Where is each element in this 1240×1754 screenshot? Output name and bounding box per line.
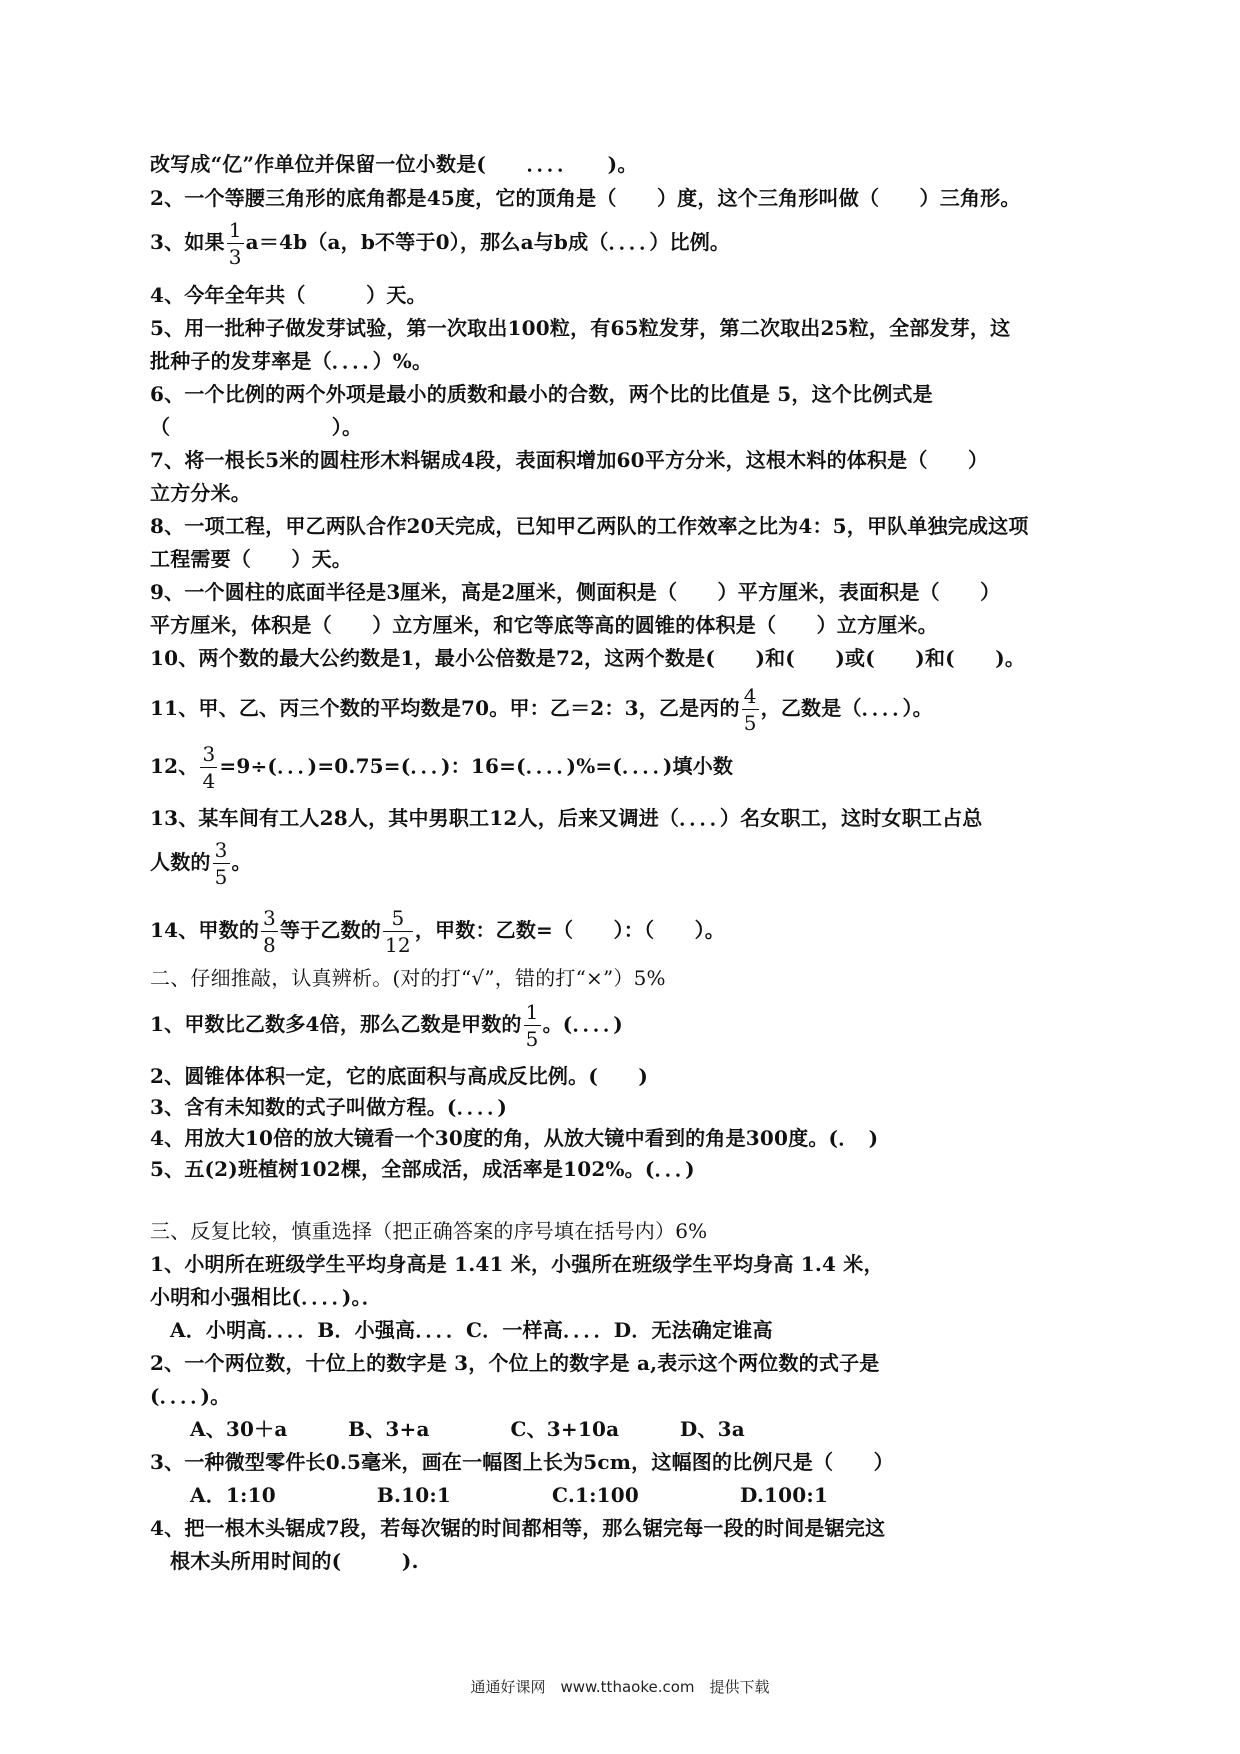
q12-denominator: 4: [202, 769, 216, 793]
q14-middle: 等于乙数的: [279, 918, 381, 942]
j1-numerator: 1: [525, 1000, 539, 1024]
question-11: [150, 686, 933, 733]
q12-prefix: 12、: [150, 754, 199, 778]
q14-denominator-1: 8: [263, 933, 276, 957]
judge-3: 3、含有未知数的式子叫做方程。(．．．．): [150, 1095, 508, 1119]
question-13-line-1: 13、某车间有工人28人，其中男职工12人，后来又调进（．．．．）名女职工，这时女职工占总: [150, 806, 983, 830]
section-3-heading: 三、反复比较，慎重选择（把正确答案的序号填在括号内）6%: [150, 1219, 708, 1243]
q1-continued: 改写成“亿”作单位并保留一位小数是( ．．．． )。: [150, 152, 638, 176]
q3-denominator: 3: [228, 245, 242, 269]
judge-1: [150, 1002, 623, 1049]
q3-suffix: a＝4b（a，b不等于0），那么a与b成（．．．．）比例。: [245, 230, 731, 254]
q12-numerator: 3: [202, 742, 216, 766]
choice-4-line-1: 4、把一根木头锯成7段，若每次锯的时间都相等，那么锯完每一段的时间是锯完这: [150, 1516, 886, 1540]
j1-suffix: 。(．．．．): [542, 1012, 623, 1036]
section-2-heading: 二、仔细推敲，认真辨析。(对的打“√”，错的打“×”）5%: [150, 966, 666, 990]
q11-numerator: 4: [743, 684, 757, 708]
q3-numerator: 1: [228, 218, 242, 242]
q13-fraction: [213, 840, 230, 887]
q14-numerator-2: 5: [383, 908, 413, 932]
choice-1-options: A．小明高．．．．B．小强高．．．．C．一样高．．．．D．无法确定谁高: [170, 1318, 773, 1342]
question-8-line-1: 8、一项工程，甲乙两队合作20天完成，已知甲乙两队的工作效率之比为4：5，甲队单独完成这项: [150, 514, 1029, 538]
choice-1-line-2: 小明和小强相比(．．．．)。．: [150, 1285, 382, 1309]
choice-2-options: A、30＋a B、3+a C、3+10a D、3a: [190, 1417, 745, 1441]
q12-fraction: [200, 744, 217, 791]
q14-suffix: ，甲数：乙数=（ ）：（ ）。: [414, 918, 726, 942]
q13-denominator: 5: [214, 865, 228, 889]
j1-prefix: 1、甲数比乙数多4倍，那么乙数是甲数的: [150, 1012, 522, 1036]
q14-fraction-2: [383, 908, 413, 955]
question-5-line-1: 5、用一批种子做发芽试验，第一次取出100粒，有65粒发芽，第二次取出25粒，全部发芽，这: [150, 316, 1011, 340]
question-9-line-1: 9、一个圆柱的底面半径是3厘米，高是2厘米，侧面积是（ ）平方厘米，表面积是（ ）: [150, 580, 1001, 604]
question-13-line-2: [150, 840, 252, 887]
q3-fraction: [227, 220, 244, 267]
question-3: [150, 220, 730, 267]
question-9-line-2: 平方厘米，体积是（ ）立方厘米，和它等底等高的圆锥的体积是（ ）立方厘米。: [150, 613, 938, 637]
question-5-line-2: 批种子的发芽率是（．．．．）%。: [150, 349, 433, 373]
judge-4: 4、用放大10倍的放大镜看一个30度的角，从放大镜中看到的角是300度。(． ): [150, 1126, 879, 1150]
q14-fraction-1: [261, 908, 278, 955]
question-8-line-2: 工程需要（ ）天。: [150, 547, 352, 571]
q14-numerator-1: 3: [263, 906, 276, 930]
choice-2-line-1: 2、一个两位数，十位上的数字是 3，个位上的数字是 a,表示这个两位数的式子是: [150, 1351, 880, 1375]
q11-prefix: 11、甲、乙、丙三个数的平均数是70。甲：乙＝2：3，乙是丙的: [150, 696, 740, 720]
q11-fraction: [742, 686, 759, 733]
j1-fraction: [524, 1002, 541, 1049]
choice-2-line-2: (．．．．)。: [150, 1384, 231, 1408]
j1-denominator: 5: [525, 1027, 539, 1051]
question-6-line-2: （ ）。: [150, 415, 363, 439]
q13-prefix: 人数的: [150, 850, 211, 874]
question-14: [150, 908, 725, 955]
q11-suffix: ，乙数是（．．．．）。: [760, 696, 933, 720]
q14-prefix: 14、甲数的: [150, 918, 260, 942]
choice-3-options: A．1:10 B.10:1 C.1:100 D.100:1: [190, 1483, 829, 1507]
question-6-line-1: 6、一个比例的两个外项是最小的质数和最小的合数，两个比的比值是 5，这个比例式是: [150, 382, 933, 406]
question-2: 2、一个等腰三角形的底角都是45度，它的顶角是（ ）度，这个三角形叫做（ ）三角形。: [150, 186, 1021, 210]
q13-suffix: 。: [231, 850, 252, 874]
q11-denominator: 5: [743, 711, 757, 735]
question-7-line-2: 立方分米。: [150, 481, 251, 505]
judge-5: 5、五(2)班植树102棵，全部成活，成活率是102%。(．．．): [150, 1157, 695, 1181]
q12-suffix: =9÷(．．．)=0.75=(．．．)：16=(．．．．)%=(．．．．)填小数: [219, 754, 734, 778]
choice-1-line-1: 1、小明所在班级学生平均身高是 1.41 米，小强所在班级学生平均身高 1.4 米，: [150, 1252, 884, 1276]
footer-source: 通通好课网 www.tthaoke.com 提供下载: [470, 1678, 770, 1696]
q3-prefix: 3、如果: [150, 230, 225, 254]
question-7-line-1: 7、将一根长5米的圆柱形木料锯成4段，表面积增加60平方分米，这根木料的体积是（ ）: [150, 448, 989, 472]
q13-numerator: 3: [214, 838, 228, 862]
choice-4-line-2: 根木头所用时间的( ).: [170, 1549, 419, 1573]
judge-2: 2、圆锥体体积一定，它的底面积与高成反比例。( ): [150, 1064, 649, 1088]
question-12: [150, 744, 733, 791]
q14-denominator-2: 12: [384, 933, 411, 957]
question-10: 10、两个数的最大公约数是1，最小公倍数是72，这两个数是( )和( )或( )和( )。: [150, 646, 1026, 670]
question-4: 4、今年全年共（ ）天。: [150, 283, 427, 307]
choice-3: 3、一种微型零件长0.5毫米，画在一幅图上长为5cm，这幅图的比例尺是（ ）: [150, 1450, 894, 1474]
